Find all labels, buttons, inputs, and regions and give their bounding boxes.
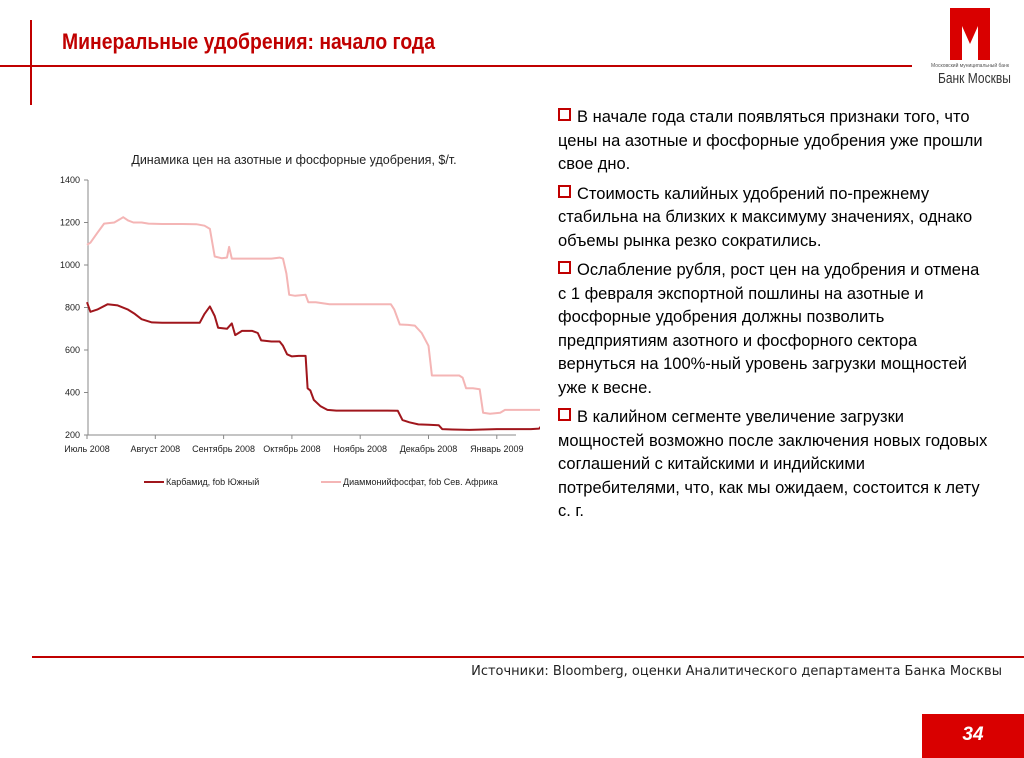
series-line-1 — [87, 302, 540, 430]
legend-label: Карбамид, fob Южный — [166, 477, 260, 487]
y-tick-label: 400 — [64, 387, 80, 398]
bank-logo-caption: Московский муниципальный банк — [930, 63, 1010, 69]
bullet-item: Стоимость калийных удобрений по-прежнему стабильна на близких к максимуму значениях, однако объемы рынка резко сократились. — [558, 184, 973, 250]
y-tick-label: 1000 — [59, 260, 80, 270]
header-vertical-line — [30, 20, 32, 105]
slide-title: Минеральные удобрения: начало года — [62, 29, 435, 54]
bullet-square-icon — [558, 408, 571, 421]
x-tick-label: Сентябрь 2008 — [192, 444, 256, 454]
x-tick-label: Ноябрь 2008 — [333, 444, 388, 454]
y-tick-label: 200 — [64, 430, 80, 440]
series-line-2 — [87, 217, 540, 414]
y-tick-label: 800 — [64, 302, 80, 313]
y-tick-label: 1200 — [59, 217, 80, 228]
y-tick-label: 1400 — [59, 175, 80, 185]
bullet-item: В калийном сегменте увеличение загрузки мощностей возможно после заключения новых годовых соглашений с китайскими и индийскими потребителями, что, как мы ожидаем, состоится к лету с. г. — [558, 408, 988, 520]
x-tick-label: Август 2008 — [130, 444, 181, 454]
bank-logo — [930, 8, 1010, 92]
bullet-list — [558, 106, 988, 530]
header-divider — [0, 65, 912, 67]
legend-label: Диаммонийфосфат, fob Сев. Африка — [343, 477, 498, 487]
price-chart — [40, 140, 540, 500]
x-tick-label: Июль 2008 — [64, 444, 110, 454]
x-tick-label: Январь 2009 — [470, 444, 524, 454]
bullet-square-icon — [558, 108, 571, 121]
bullet-item: В начале года стали появляться признаки того, что цены на азотные и фосфорные удобрения уже прошли свое дно. — [558, 108, 983, 173]
source-note: Источники: Bloomberg, оценки Аналитического департамента Банка Москвы — [471, 664, 1002, 679]
page-number-box — [922, 714, 1024, 758]
footer-divider — [32, 656, 1024, 658]
chart-title: Динамика цен на азотные и фосфорные удобрения, $/т. — [131, 153, 457, 167]
bullet-square-icon — [558, 261, 571, 274]
page-number: 34 — [962, 724, 984, 745]
y-tick-label: 600 — [64, 345, 80, 355]
bank-logo-name: Банк Москвы — [938, 70, 1011, 87]
x-tick-label: Октябрь 2008 — [263, 444, 321, 454]
bullet-square-icon — [558, 185, 571, 198]
x-tick-label: Декабрь 2008 — [399, 444, 458, 454]
bank-logo-mark-icon — [950, 8, 990, 60]
bullet-item: Ослабление рубля, рост цен на удобрения и отмена с 1 февраля экспортной пошлины на азотные и фосфорные удобрения должны позволить предприятиям азотного и фосфорного сектора вернуться на 100%-ный уровень загрузки мощностей уже к весне. — [558, 261, 980, 397]
